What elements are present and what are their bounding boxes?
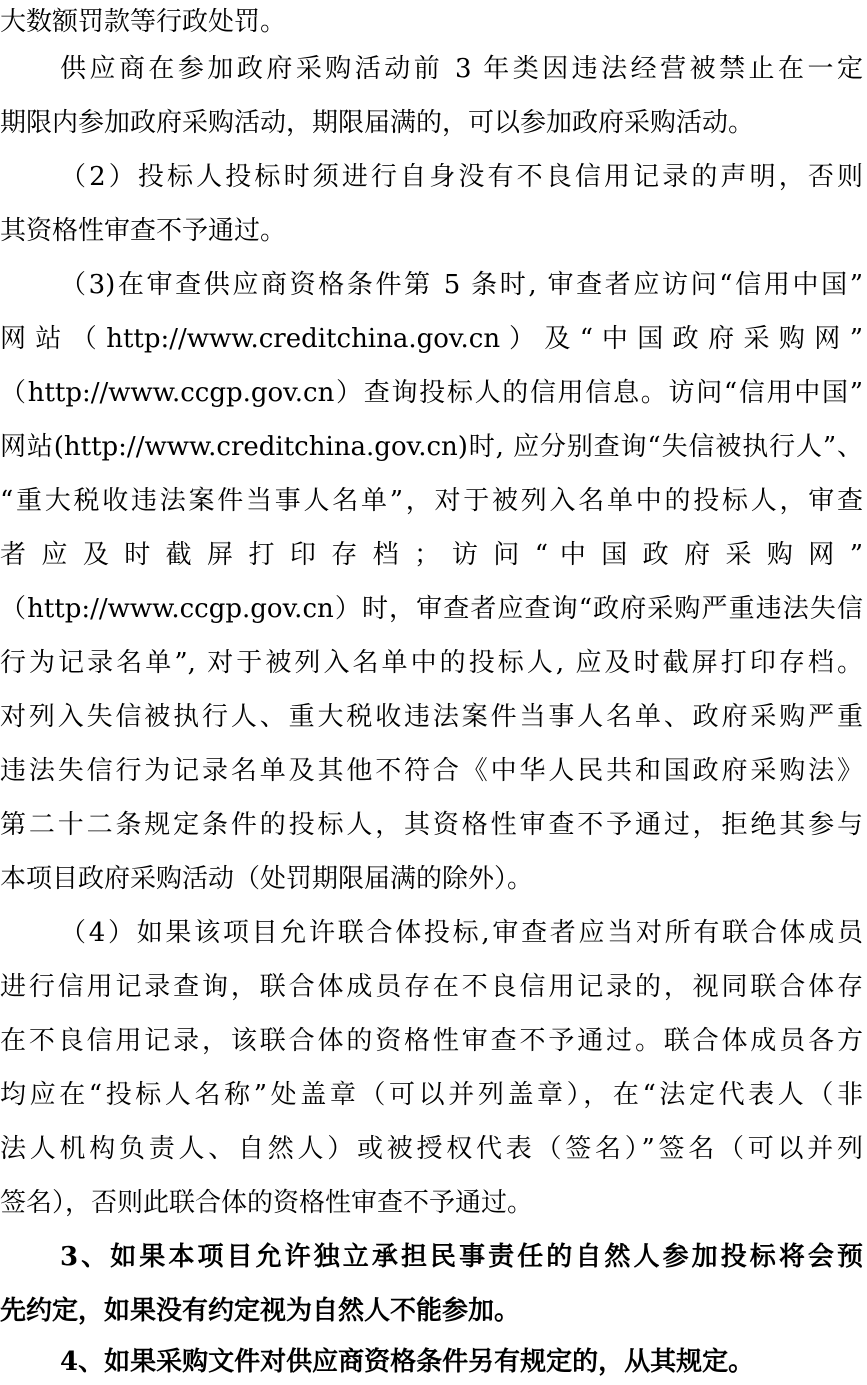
text-line: 第二十二条规定条件的投标人，其资格性审查不予通过，拒绝其参与 <box>0 810 863 840</box>
text-line: （http://www.ccgp.gov.cn）时，审查者应查询“政府采购严重违法失信 <box>0 594 863 624</box>
text-line: （4）如果该项目允许联合体投标,审查者应当对所有联合体成员 <box>60 918 863 948</box>
text-line: 在不良信用记录，该联合体的资格性审查不予通过。联合体成员各方 <box>0 1026 863 1056</box>
text-line: 先约定，如果没有约定视为自然人不能参加。 <box>0 1296 521 1326</box>
text-line: 行为记录名单”, 对于被列入名单中的投标人, 应及时截屏打印存档。 <box>0 648 863 678</box>
text-line: 违法失信行为记录名单及其他不符合《中华人民共和国政府采购法》 <box>0 756 863 786</box>
text-line: 3、如果本项目允许独立承担民事责任的自然人参加投标将会预 <box>60 1242 863 1272</box>
text-line: 大数额罚款等行政处罚。 <box>0 7 287 37</box>
text-line: 其资格性审查不予通过。 <box>0 216 287 246</box>
text-line: 期限内参加政府采购活动，期限届满的，可以参加政府采购活动。 <box>0 108 755 138</box>
text-line: （3)在审查供应商资格条件第 5 条时, 审查者应访问“信用中国” <box>60 270 863 300</box>
text-line: “重大税收违法案件当事人名单”，对于被列入名单中的投标人，审查 <box>0 486 863 516</box>
text-line: 签名），否则此联合体的资格性审查不予通过。 <box>0 1188 534 1218</box>
text-line: 均应在“投标人名称”处盖章（可以并列盖章），在“法定代表人（非 <box>0 1080 863 1110</box>
text-line: 网站(http://www.creditchina.gov.cn)时, 应分别查询“失信被执行人”、 <box>0 432 863 462</box>
text-line: 网 站 （ http://www.creditchina.gov.cn ） 及 “ 中 国 政 府 采 购 网 ” <box>0 324 863 354</box>
text-line: （2）投标人投标时须进行自身没有不良信用记录的声明，否则 <box>60 162 863 192</box>
text-line: 对列入失信被执行人、重大税收违法案件当事人名单、政府采购严重 <box>0 702 863 732</box>
text-line: 本项目政府采购活动（处罚期限届满的除外）。 <box>0 864 534 894</box>
text-line: 供应商在参加政府采购活动前 3 年类因违法经营被禁止在一定 <box>60 54 863 84</box>
text-line: 法人机构负责人、自然人）或被授权代表（签名）”签名（可以并列 <box>0 1134 863 1164</box>
text-line: （http://www.ccgp.gov.cn）查询投标人的信用信息。访问“信用中国” <box>0 378 863 408</box>
text-line: 4、如果采购文件对供应商资格条件另有规定的，从其规定。 <box>60 1347 755 1377</box>
text-line: 进行信用记录查询，联合体成员存在不良信用记录的，视同联合体存 <box>0 972 863 1002</box>
text-line: 者 应 及 时 截 屏 打 印 存 档 ； 访 问 “ 中 国 政 府 采 购 网 ” <box>0 540 863 570</box>
